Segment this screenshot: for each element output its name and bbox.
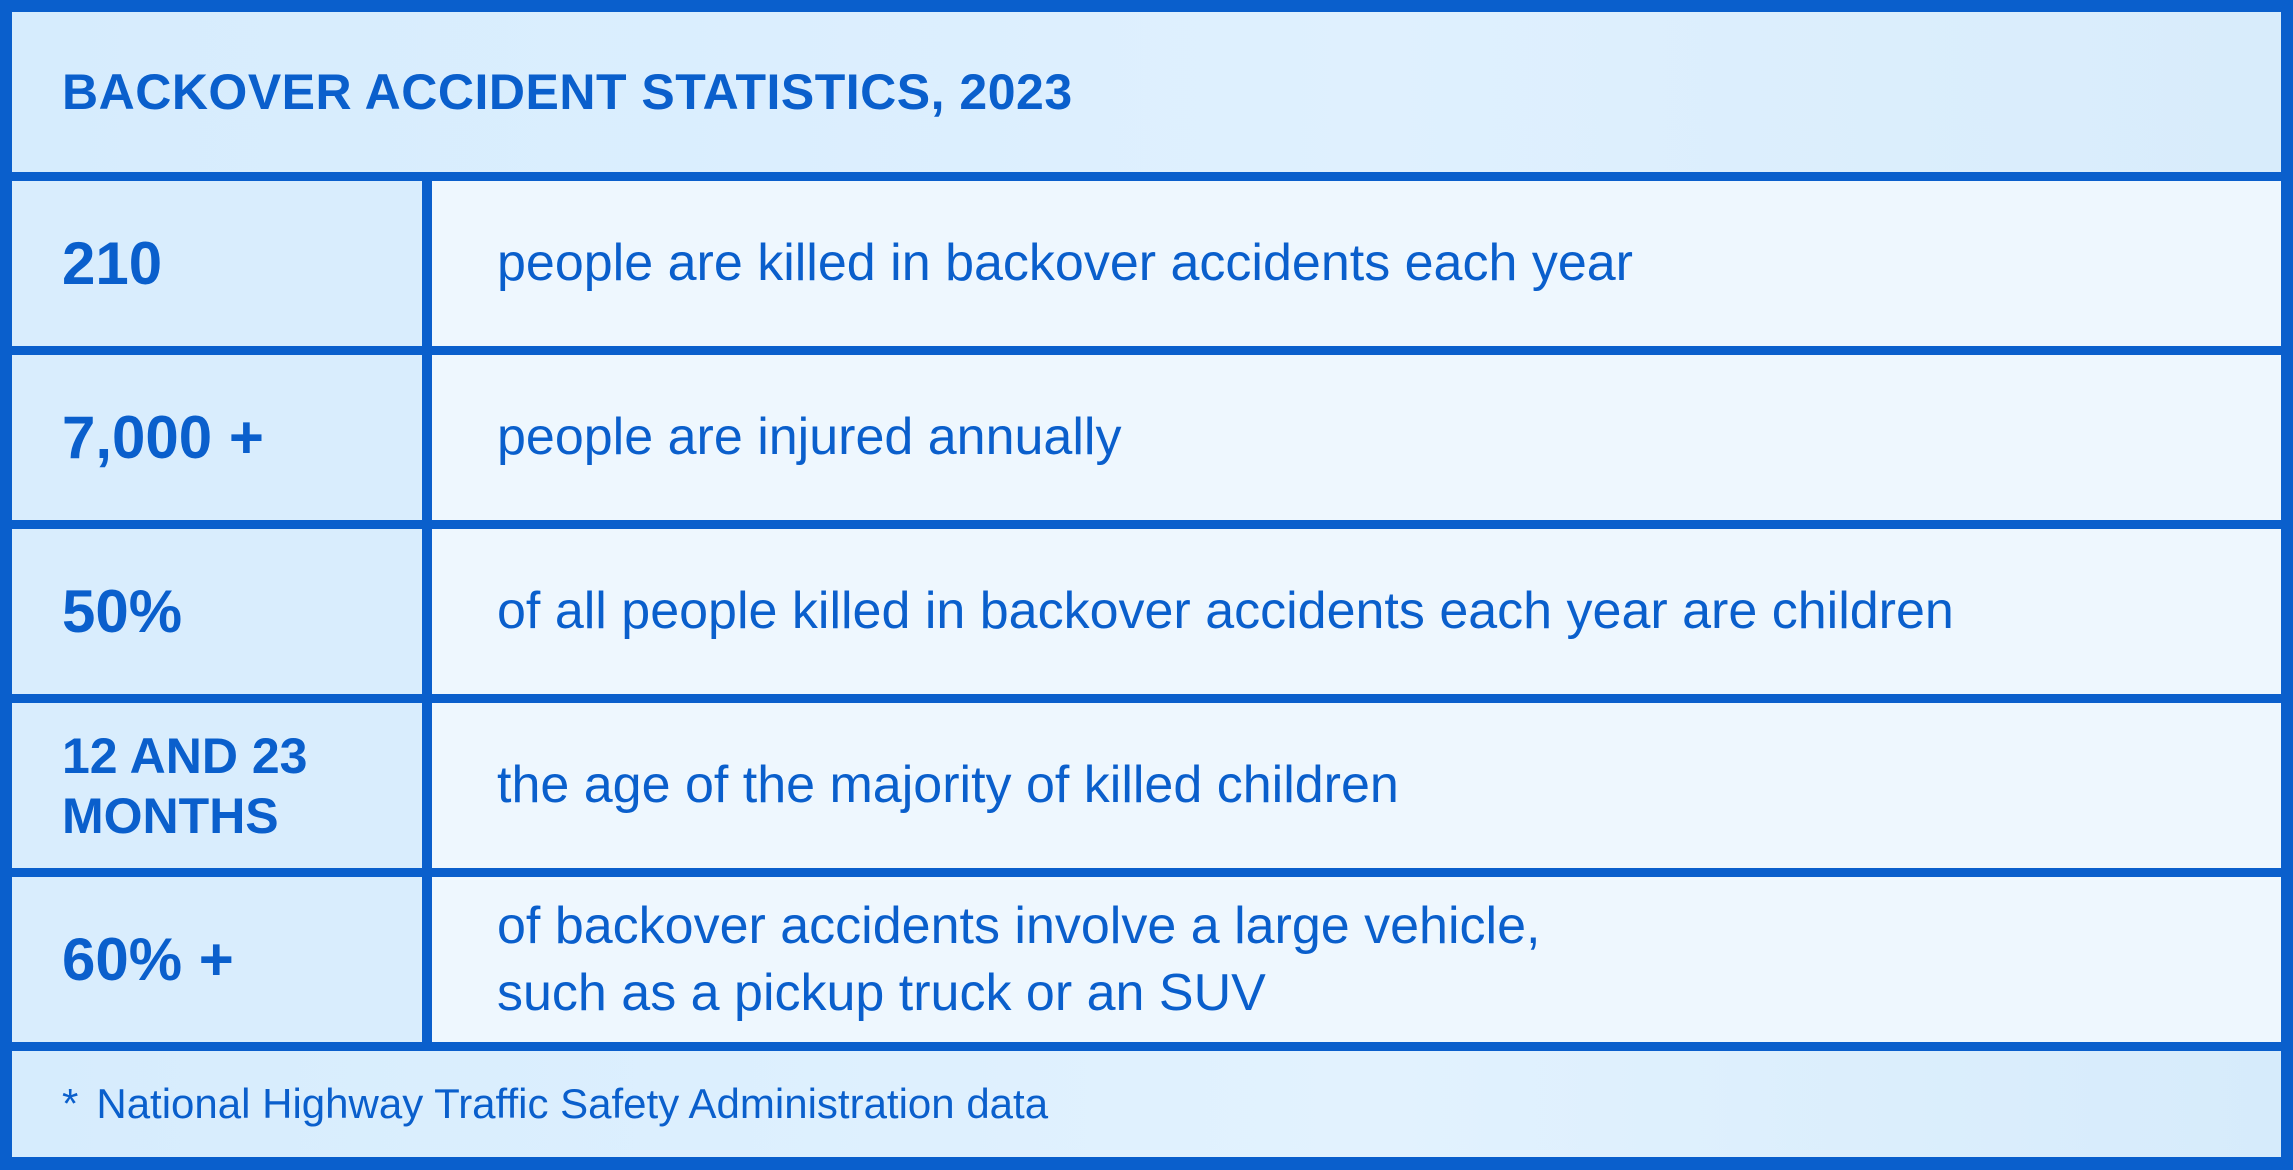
stat-value: 50% bbox=[12, 529, 422, 694]
stat-description bbox=[432, 355, 2281, 520]
description-line: the age of the majority of killed children bbox=[497, 756, 1399, 815]
stat-value-line: MONTHS bbox=[62, 787, 279, 844]
description-line: people are killed in backover accidents each year bbox=[497, 234, 1634, 293]
description-line: of backover accidents involve a large vehicle, bbox=[497, 897, 1541, 956]
table-row bbox=[12, 877, 2281, 1042]
table-row bbox=[12, 703, 2281, 868]
stat-value bbox=[12, 703, 422, 868]
table-row bbox=[12, 529, 2281, 694]
stat-value: 7,000 + bbox=[12, 355, 422, 520]
table-row bbox=[12, 355, 2281, 520]
table-footer bbox=[12, 1051, 2281, 1157]
description-line: of all people killed in backover accidents each year are children bbox=[497, 582, 1954, 641]
footnote-asterisk: * bbox=[62, 1080, 79, 1127]
table-header bbox=[12, 12, 2281, 172]
stat-description bbox=[432, 877, 2281, 1042]
table-title: BACKOVER ACCIDENT STATISTICS, 2023 bbox=[62, 64, 1073, 120]
description-line: such as a pickup truck or an SUV bbox=[497, 963, 1266, 1022]
stat-description bbox=[432, 181, 2281, 346]
stat-description bbox=[432, 703, 2281, 868]
table-row bbox=[12, 181, 2281, 346]
stat-value-line: 12 AND 23 bbox=[62, 727, 308, 784]
stat-value: 60% + bbox=[12, 877, 422, 1042]
stat-description bbox=[432, 529, 2281, 694]
stat-value: 210 bbox=[12, 181, 422, 346]
description-line: people are injured annually bbox=[497, 408, 1122, 467]
source-note: National Highway Traffic Safety Administration data bbox=[96, 1080, 1049, 1127]
